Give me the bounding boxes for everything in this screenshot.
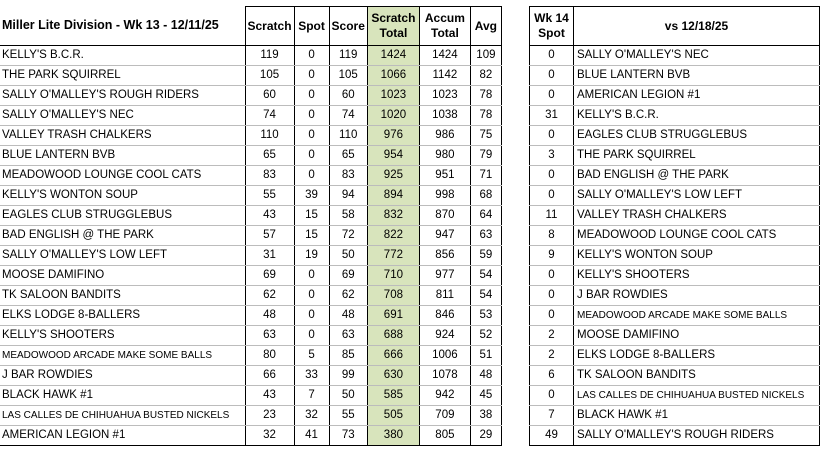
scratch-total-cell: 1424: [367, 46, 419, 66]
avg-cell: 68: [470, 186, 501, 206]
spot-cell: 15: [294, 226, 329, 246]
accum-total-cell: 942: [419, 386, 470, 406]
matchup-row: [530, 66, 820, 86]
scratch-total-cell: 1066: [367, 66, 419, 86]
score-cell: 73: [329, 426, 367, 446]
wk14-spot-cell: 2: [530, 326, 574, 346]
matchup-row: [530, 146, 820, 166]
team-name: SALLY O'MALLEY'S ROUGH RIDERS: [0, 86, 245, 106]
scratch-cell: 74: [245, 106, 294, 126]
standings-row: [0, 106, 501, 126]
scratch-total-cell: 1023: [367, 86, 419, 106]
team-name: ELKS LODGE 8-BALLERS: [0, 306, 245, 326]
matchup-row: [530, 426, 820, 446]
wk14-spot-cell: 0: [530, 86, 574, 106]
standings-row: [0, 206, 501, 226]
score-cell: 69: [329, 266, 367, 286]
score-cell: 63: [329, 326, 367, 346]
score-cell: 119: [329, 46, 367, 66]
wk14-spot-cell: 0: [530, 166, 574, 186]
avg-cell: 78: [470, 106, 501, 126]
standings-row: [0, 266, 501, 286]
wk14-spot-cell: 6: [530, 366, 574, 386]
avg-cell: 38: [470, 406, 501, 426]
spot-cell: 0: [294, 66, 329, 86]
avg-cell: 54: [470, 286, 501, 306]
standings-row: [0, 46, 501, 66]
standings-row: [0, 246, 501, 266]
opponent-name: VALLEY TRASH CHALKERS: [574, 206, 820, 226]
wk14-spot-cell: 3: [530, 146, 574, 166]
accum-total-cell: 1424: [419, 46, 470, 66]
spot-cell: 0: [294, 326, 329, 346]
team-name: BAD ENGLISH @ THE PARK: [0, 226, 245, 246]
avg-cell: 109: [470, 46, 501, 66]
header-accum-total: [419, 7, 470, 46]
team-name: BLACK HAWK #1: [0, 386, 245, 406]
opponent-name: MOOSE DAMIFINO: [574, 326, 820, 346]
opponent-name: SALLY O'MALLEY'S NEC: [574, 46, 820, 66]
header-scratch-total: [367, 7, 419, 46]
opponent-name: TK SALOON BANDITS: [574, 366, 820, 386]
score-cell: 105: [329, 66, 367, 86]
wk14-spot-cell: 0: [530, 186, 574, 206]
scratch-total-cell: 710: [367, 266, 419, 286]
scratch-total-cell: 976: [367, 126, 419, 146]
standings-row: [0, 346, 501, 366]
header-scratch-total-line2: Total: [379, 26, 408, 40]
scratch-cell: 62: [245, 286, 294, 306]
opponent-name: BAD ENGLISH @ THE PARK: [574, 166, 820, 186]
matchup-row: [530, 326, 820, 346]
header-wk14-spot: [530, 7, 574, 46]
header-avg: Avg: [470, 7, 501, 46]
wk14-spot-cell: 0: [530, 286, 574, 306]
header-accum-total-line1: Accum: [424, 11, 465, 25]
header-accum-total-line2: Total: [431, 26, 459, 40]
header-scratch-total-line1: Scratch: [371, 11, 416, 25]
score-cell: 50: [329, 246, 367, 266]
accum-total-cell: 998: [419, 186, 470, 206]
score-cell: 99: [329, 366, 367, 386]
team-name: SALLY O'MALLEY'S LOW LEFT: [0, 246, 245, 266]
header-score: Score: [329, 7, 367, 46]
avg-cell: 53: [470, 306, 501, 326]
score-cell: 83: [329, 166, 367, 186]
scratch-total-cell: 772: [367, 246, 419, 266]
opponent-name: ELKS LODGE 8-BALLERS: [574, 346, 820, 366]
header-wk14-spot-line2: Spot: [538, 26, 565, 40]
avg-cell: 64: [470, 206, 501, 226]
spot-cell: 0: [294, 166, 329, 186]
spot-cell: 0: [294, 86, 329, 106]
avg-cell: 82: [470, 66, 501, 86]
wk14-spot-cell: 9: [530, 246, 574, 266]
scratch-total-cell: 688: [367, 326, 419, 346]
team-name: KELLY'S WONTON SOUP: [0, 186, 245, 206]
matchups-table: [529, 6, 820, 446]
opponent-name: KELLY'S SHOOTERS: [574, 266, 820, 286]
score-cell: 74: [329, 106, 367, 126]
header-vs-date: vs 12/18/25: [574, 7, 820, 46]
wk14-spot-cell: 11: [530, 206, 574, 226]
scratch-total-cell: 666: [367, 346, 419, 366]
scratch-total-cell: 1020: [367, 106, 419, 126]
scratch-total-cell: 954: [367, 146, 419, 166]
standings-row: [0, 166, 501, 186]
opponent-name: EAGLES CLUB STRUGGLEBUS: [574, 126, 820, 146]
accum-total-cell: 986: [419, 126, 470, 146]
avg-cell: 54: [470, 266, 501, 286]
scratch-total-cell: 505: [367, 406, 419, 426]
matchup-row: [530, 186, 820, 206]
team-name: BLUE LANTERN BVB: [0, 146, 245, 166]
scratch-cell: 66: [245, 366, 294, 386]
team-name: VALLEY TRASH CHALKERS: [0, 126, 245, 146]
scratch-cell: 63: [245, 326, 294, 346]
avg-cell: 51: [470, 346, 501, 366]
avg-cell: 29: [470, 426, 501, 446]
score-cell: 72: [329, 226, 367, 246]
wk14-spot-cell: 7: [530, 406, 574, 426]
scratch-cell: 69: [245, 266, 294, 286]
matchup-row: [530, 386, 820, 406]
team-name: LAS CALLES DE CHIHUAHUA BUSTED NICKELS: [0, 406, 245, 426]
scratch-total-cell: 585: [367, 386, 419, 406]
score-cell: 58: [329, 206, 367, 226]
accum-total-cell: 811: [419, 286, 470, 306]
wk14-spot-cell: 31: [530, 106, 574, 126]
scratch-total-cell: 894: [367, 186, 419, 206]
accum-total-cell: 1078: [419, 366, 470, 386]
header-scratch: Scratch: [245, 7, 294, 46]
team-name: KELLY'S B.C.R.: [0, 46, 245, 66]
standings-row: [0, 66, 501, 86]
avg-cell: 75: [470, 126, 501, 146]
standings-table: [0, 6, 502, 446]
matchup-row: [530, 126, 820, 146]
avg-cell: 79: [470, 146, 501, 166]
team-name: J BAR ROWDIES: [0, 366, 245, 386]
spot-cell: 0: [294, 306, 329, 326]
scratch-cell: 23: [245, 406, 294, 426]
scratch-cell: 43: [245, 386, 294, 406]
opponent-name: J BAR ROWDIES: [574, 286, 820, 306]
accum-total-cell: 977: [419, 266, 470, 286]
score-cell: 62: [329, 286, 367, 306]
opponent-name: AMERICAN LEGION #1: [574, 86, 820, 106]
standings-row: [0, 126, 501, 146]
scratch-cell: 83: [245, 166, 294, 186]
standings-row: [0, 146, 501, 166]
standings-row: [0, 306, 501, 326]
wk14-spot-cell: 2: [530, 346, 574, 366]
standings-header-row: [0, 7, 501, 46]
scratch-total-cell: 691: [367, 306, 419, 326]
scratch-cell: 119: [245, 46, 294, 66]
wk14-spot-cell: 0: [530, 386, 574, 406]
matchup-row: [530, 406, 820, 426]
scratch-total-cell: 380: [367, 426, 419, 446]
wk14-spot-cell: 0: [530, 66, 574, 86]
scratch-cell: 55: [245, 186, 294, 206]
accum-total-cell: 870: [419, 206, 470, 226]
scratch-total-cell: 832: [367, 206, 419, 226]
opponent-name: KELLY'S B.C.R.: [574, 106, 820, 126]
division-title: Miller Lite Division - Wk 13 - 12/11/25: [0, 7, 245, 46]
matchup-row: [530, 266, 820, 286]
wk14-spot-cell: 0: [530, 46, 574, 66]
avg-cell: 63: [470, 226, 501, 246]
scratch-cell: 110: [245, 126, 294, 146]
accum-total-cell: 980: [419, 146, 470, 166]
avg-cell: 78: [470, 86, 501, 106]
standings-row: [0, 226, 501, 246]
scratch-cell: 57: [245, 226, 294, 246]
score-cell: 94: [329, 186, 367, 206]
opponent-name: SALLY O'MALLEY'S LOW LEFT: [574, 186, 820, 206]
spot-cell: 7: [294, 386, 329, 406]
standings-row: [0, 86, 501, 106]
scratch-total-cell: 630: [367, 366, 419, 386]
scratch-cell: 80: [245, 346, 294, 366]
team-name: AMERICAN LEGION #1: [0, 426, 245, 446]
opponent-name: BLACK HAWK #1: [574, 406, 820, 426]
opponent-name: SALLY O'MALLEY'S ROUGH RIDERS: [574, 426, 820, 446]
score-cell: 50: [329, 386, 367, 406]
opponent-name: THE PARK SQUIRREL: [574, 146, 820, 166]
team-name: KELLY'S SHOOTERS: [0, 326, 245, 346]
accum-total-cell: 1142: [419, 66, 470, 86]
spot-cell: 19: [294, 246, 329, 266]
scratch-cell: 43: [245, 206, 294, 226]
scratch-cell: 105: [245, 66, 294, 86]
avg-cell: 59: [470, 246, 501, 266]
matchup-row: [530, 306, 820, 326]
matchup-row: [530, 106, 820, 126]
score-cell: 48: [329, 306, 367, 326]
standings-row: [0, 286, 501, 306]
team-name: THE PARK SQUIRREL: [0, 66, 245, 86]
team-name: MEADOWOOD LOUNGE COOL CATS: [0, 166, 245, 186]
scratch-total-cell: 925: [367, 166, 419, 186]
spot-cell: 5: [294, 346, 329, 366]
score-cell: 55: [329, 406, 367, 426]
accum-total-cell: 1038: [419, 106, 470, 126]
accum-total-cell: 846: [419, 306, 470, 326]
matchup-row: [530, 286, 820, 306]
matchup-row: [530, 246, 820, 266]
matchup-row: [530, 206, 820, 226]
opponent-name: MEADOWOOD LOUNGE COOL CATS: [574, 226, 820, 246]
wk14-spot-cell: 49: [530, 426, 574, 446]
standings-row: [0, 386, 501, 406]
team-name: TK SALOON BANDITS: [0, 286, 245, 306]
accum-total-cell: 1023: [419, 86, 470, 106]
avg-cell: 71: [470, 166, 501, 186]
wk14-spot-cell: 0: [530, 266, 574, 286]
spot-cell: 0: [294, 286, 329, 306]
opponent-name: KELLY'S WONTON SOUP: [574, 246, 820, 266]
score-cell: 60: [329, 86, 367, 106]
avg-cell: 45: [470, 386, 501, 406]
spot-cell: 32: [294, 406, 329, 426]
avg-cell: 48: [470, 366, 501, 386]
team-name: SALLY O'MALLEY'S NEC: [0, 106, 245, 126]
matchup-row: [530, 366, 820, 386]
opponent-name: LAS CALLES DE CHIHUAHUA BUSTED NICKELS: [574, 386, 820, 406]
header-spot: Spot: [294, 7, 329, 46]
accum-total-cell: 1006: [419, 346, 470, 366]
spot-cell: 0: [294, 266, 329, 286]
wk14-spot-cell: 0: [530, 306, 574, 326]
accum-total-cell: 856: [419, 246, 470, 266]
scratch-cell: 32: [245, 426, 294, 446]
wk14-spot-cell: 0: [530, 126, 574, 146]
standings-row: [0, 186, 501, 206]
matchup-row: [530, 346, 820, 366]
scratch-cell: 60: [245, 86, 294, 106]
scratch-cell: 65: [245, 146, 294, 166]
team-name: EAGLES CLUB STRUGGLEBUS: [0, 206, 245, 226]
accum-total-cell: 924: [419, 326, 470, 346]
opponent-name: BLUE LANTERN BVB: [574, 66, 820, 86]
accum-total-cell: 709: [419, 406, 470, 426]
scratch-cell: 48: [245, 306, 294, 326]
standings-row: [0, 406, 501, 426]
matchups-header-row: [530, 7, 820, 46]
matchup-row: [530, 86, 820, 106]
standings-row: [0, 426, 501, 446]
standings-row: [0, 326, 501, 346]
accum-total-cell: 947: [419, 226, 470, 246]
matchup-row: [530, 46, 820, 66]
spot-cell: 0: [294, 146, 329, 166]
score-cell: 85: [329, 346, 367, 366]
spot-cell: 0: [294, 106, 329, 126]
accum-total-cell: 805: [419, 426, 470, 446]
spot-cell: 41: [294, 426, 329, 446]
spot-cell: 0: [294, 126, 329, 146]
scratch-cell: 31: [245, 246, 294, 266]
spot-cell: 0: [294, 46, 329, 66]
team-name: MEADOWOOD ARCADE MAKE SOME BALLS: [0, 346, 245, 366]
score-cell: 110: [329, 126, 367, 146]
scratch-total-cell: 822: [367, 226, 419, 246]
spot-cell: 15: [294, 206, 329, 226]
spot-cell: 33: [294, 366, 329, 386]
header-wk14-spot-line1: Wk 14: [534, 11, 569, 25]
standings-row: [0, 366, 501, 386]
wk14-spot-cell: 8: [530, 226, 574, 246]
team-name: MOOSE DAMIFINO: [0, 266, 245, 286]
matchup-row: [530, 226, 820, 246]
scratch-total-cell: 708: [367, 286, 419, 306]
avg-cell: 52: [470, 326, 501, 346]
accum-total-cell: 951: [419, 166, 470, 186]
opponent-name: MEADOWOOD ARCADE MAKE SOME BALLS: [574, 306, 820, 326]
score-cell: 65: [329, 146, 367, 166]
matchup-row: [530, 166, 820, 186]
spot-cell: 39: [294, 186, 329, 206]
